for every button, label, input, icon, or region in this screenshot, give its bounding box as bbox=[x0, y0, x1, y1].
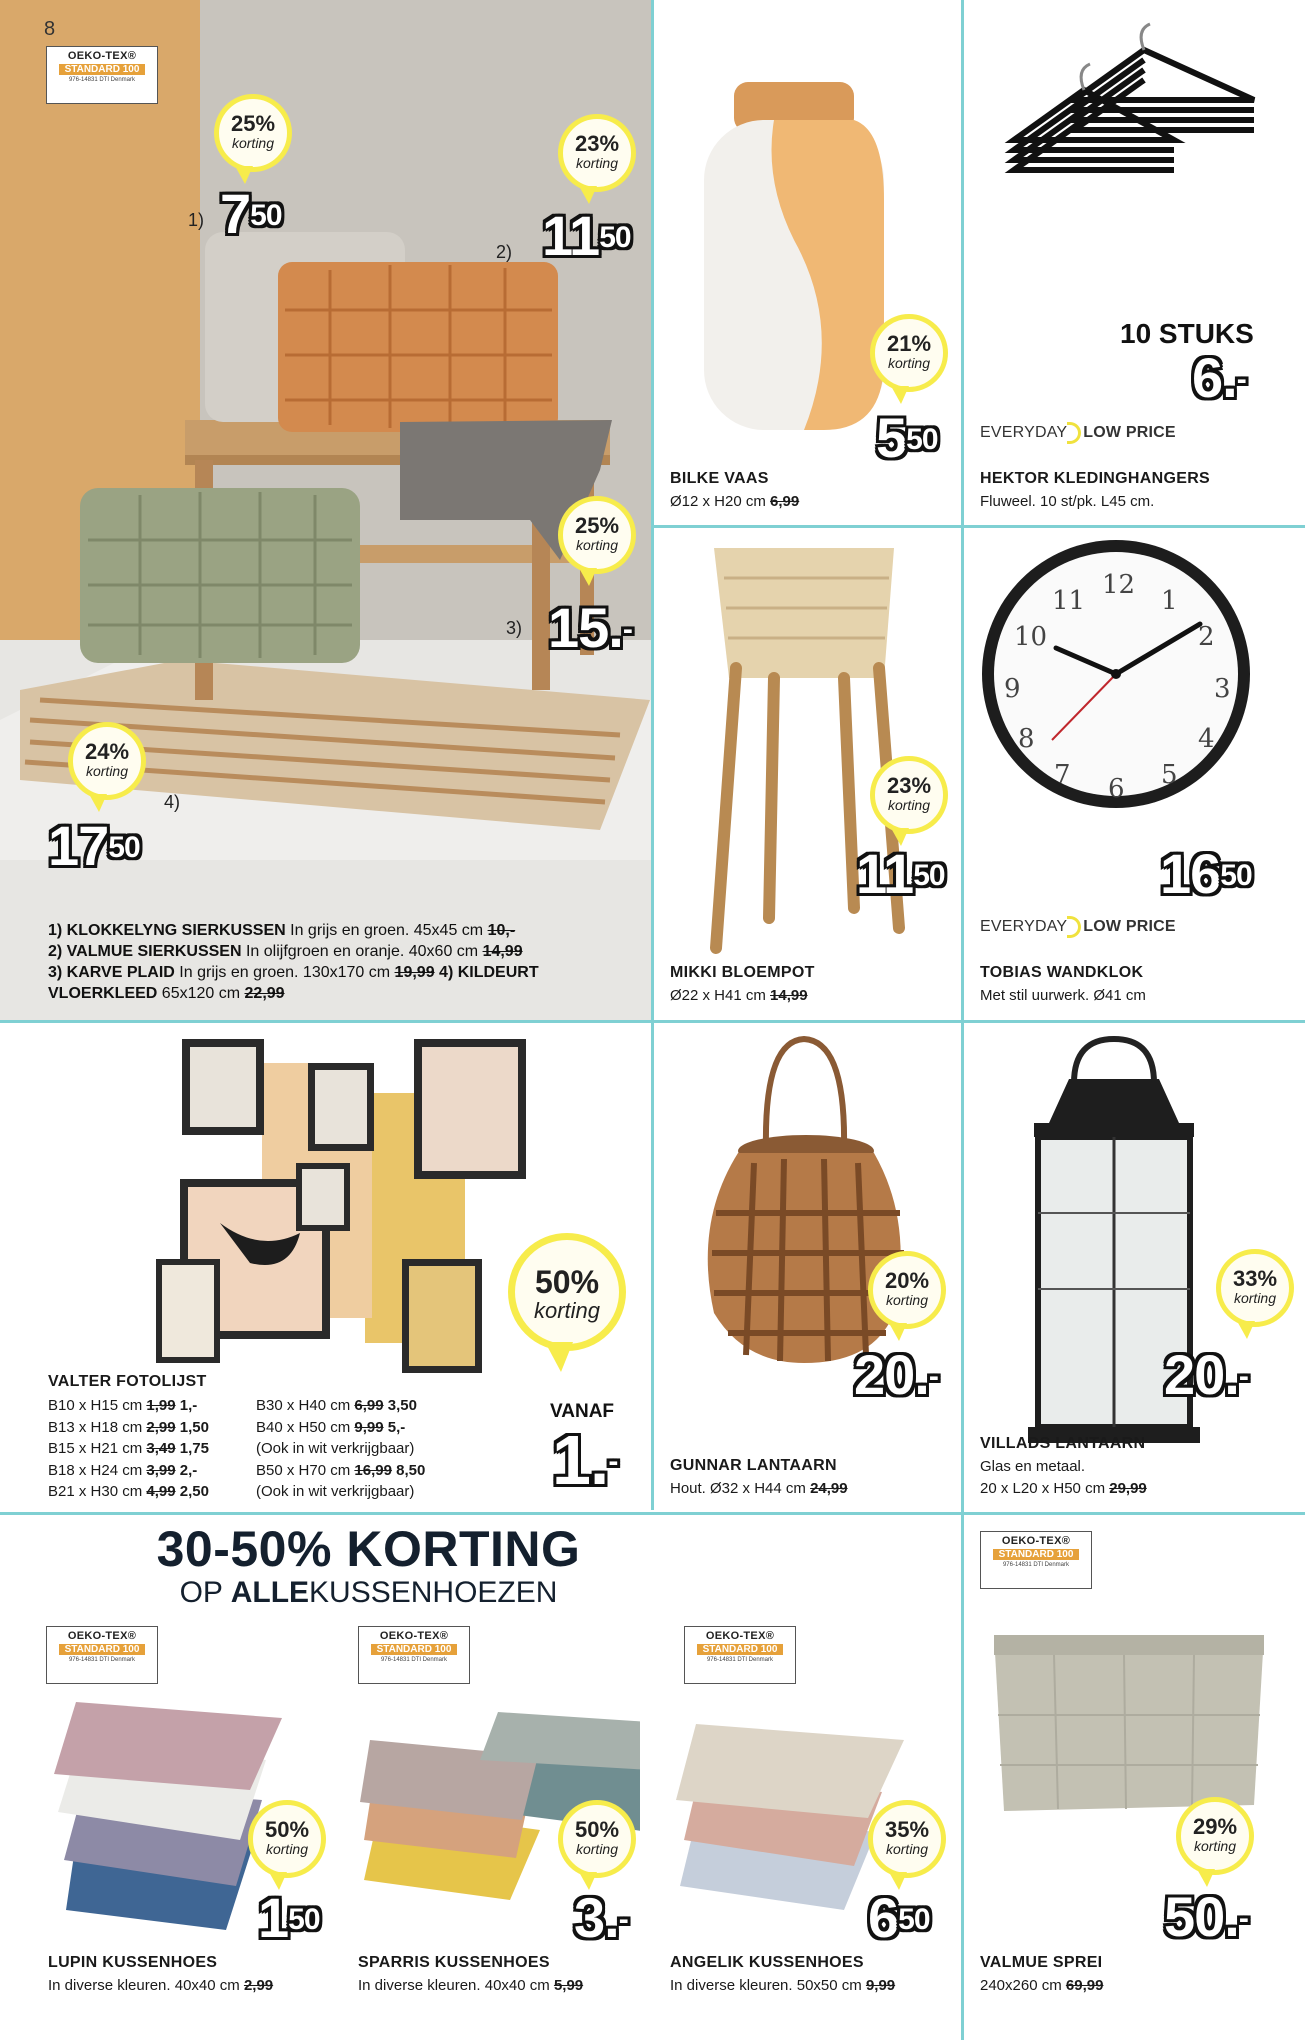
product-valter-fotolijst[interactable] bbox=[0, 1023, 651, 1512]
price bbox=[1192, 346, 1246, 409]
discount-percent: 21% bbox=[886, 331, 932, 356]
discount-percent: 50% bbox=[534, 1264, 600, 1300]
size: B50 x H70 cm bbox=[256, 1461, 351, 1479]
old-price: 9,99 bbox=[354, 1418, 384, 1436]
product-desc: Glas en metaal. bbox=[980, 1458, 1086, 1475]
price-cents: - bbox=[608, 1445, 618, 1478]
product-title: LUPIN KUSSENHOES bbox=[48, 1954, 218, 1971]
product-desc: Fluweel. 10 st/pk. L45 cm. bbox=[980, 493, 1155, 510]
caption-desc: In grijs en groen. 45x45 cm bbox=[290, 922, 484, 939]
clock-numeral: 9 bbox=[1004, 674, 1021, 704]
discount-label: korting bbox=[231, 135, 275, 151]
badge-tail bbox=[89, 794, 107, 812]
item-marker: 4) bbox=[164, 792, 181, 812]
old-price: 2,99 bbox=[146, 1418, 176, 1436]
price-cents: - bbox=[618, 1903, 628, 1936]
product-lupin-kussenhoes[interactable] bbox=[0, 1620, 330, 2040]
size: B30 x H40 cm bbox=[256, 1397, 351, 1414]
product-hektor-kledinghangers[interactable] bbox=[964, 0, 1305, 525]
price-main: 5 bbox=[876, 406, 907, 469]
oekotex-standard: STANDARD 100 bbox=[993, 1549, 1079, 1560]
discount-label: korting bbox=[885, 1292, 929, 1308]
new-price: 8,50 bbox=[396, 1461, 426, 1479]
everyday-text: EVERYDAY bbox=[980, 424, 1068, 442]
badge-tail bbox=[579, 186, 597, 204]
discount-label: korting bbox=[887, 355, 931, 371]
product-title: ANGELIK KUSSENHOES bbox=[670, 1954, 864, 1971]
size-row bbox=[256, 1417, 425, 1439]
old-price: 6,99 bbox=[770, 493, 800, 510]
discount-percent: 25% bbox=[574, 513, 620, 538]
discount-percent: 25% bbox=[230, 111, 276, 136]
size-list-right bbox=[256, 1395, 425, 1503]
discount-label: korting bbox=[1233, 1290, 1277, 1306]
price-cents: - bbox=[1238, 1360, 1248, 1393]
ring-icon bbox=[1067, 916, 1081, 938]
product-size: Ø22 x H41 cm bbox=[670, 987, 766, 1004]
everyday-text: EVERYDAY bbox=[980, 918, 1068, 936]
hero-section bbox=[0, 0, 651, 1020]
price bbox=[1160, 842, 1252, 905]
size-row bbox=[48, 1417, 209, 1439]
product-title: SPARRIS KUSSENHOES bbox=[358, 1954, 550, 1971]
clock-numeral: 1 bbox=[1161, 586, 1178, 616]
caption-name: 4) KILDEURT VLOERKLEED bbox=[48, 964, 539, 1002]
product-size: In diverse kleuren. 50x50 cm bbox=[670, 1977, 862, 1994]
oekotex-code: 976-14831 DTI Denmark bbox=[68, 1657, 136, 1663]
oekotex-standard: STANDARD 100 bbox=[59, 64, 145, 75]
price-cents: 50 bbox=[913, 859, 945, 892]
price-cents: 50 bbox=[599, 221, 631, 254]
size: B10 x H15 cm bbox=[48, 1397, 143, 1414]
oekotex-title: OEKO-TEX® bbox=[1001, 1535, 1071, 1547]
discount-label: korting bbox=[575, 155, 619, 171]
product-desc: Met stil uurwerk. Ø41 cm bbox=[980, 987, 1146, 1004]
price bbox=[876, 406, 938, 469]
size: B13 x H18 cm bbox=[48, 1418, 143, 1436]
product-size: In diverse kleuren. 40x40 cm bbox=[48, 1977, 240, 1994]
price-main: 50. bbox=[1164, 1885, 1239, 1948]
discount-percent: 35% bbox=[884, 1817, 930, 1842]
price bbox=[1164, 1885, 1248, 1948]
new-price: 2,- bbox=[179, 1461, 198, 1479]
oekotex-title: OEKO-TEX® bbox=[67, 1630, 137, 1642]
caption-desc: In olijfgroen en oranje. 40x60 cm bbox=[245, 943, 479, 960]
discount-label: korting bbox=[885, 1841, 929, 1857]
clock-numeral: 3 bbox=[1214, 674, 1231, 704]
price-main: 11 bbox=[542, 204, 600, 267]
price-cents: 50 bbox=[906, 423, 938, 456]
price-cents: - bbox=[928, 1360, 938, 1393]
new-price: 3,50 bbox=[387, 1397, 417, 1414]
price-cents: 50 bbox=[898, 1903, 930, 1936]
price-main: 17 bbox=[48, 814, 109, 877]
price bbox=[574, 1886, 628, 1949]
discount-badge bbox=[508, 1233, 626, 1351]
discount-label: korting bbox=[575, 537, 619, 553]
discount-badge bbox=[558, 1800, 636, 1878]
oekotex-code: 976-14831 DTI Denmark bbox=[68, 77, 136, 83]
oekotex-title: OEKO-TEX® bbox=[379, 1630, 449, 1642]
clock-numeral: 12 bbox=[1102, 570, 1136, 600]
price-cents: 50 bbox=[250, 199, 282, 232]
product-villads-lantaarn[interactable] bbox=[964, 1023, 1305, 1512]
discount-percent: 33% bbox=[1232, 1266, 1278, 1291]
size-row bbox=[48, 1438, 209, 1460]
size-row bbox=[256, 1481, 425, 1503]
new-price: 5,- bbox=[387, 1418, 406, 1436]
price-main: 6 bbox=[868, 1886, 899, 1949]
banner-sub-3: KUSSENHOEZEN bbox=[309, 1576, 558, 1609]
old-price: 22,99 bbox=[244, 985, 285, 1002]
old-price: 29,99 bbox=[1109, 1480, 1147, 1497]
product-title: VILLADS LANTAARN bbox=[980, 1435, 1146, 1452]
old-price: 14,99 bbox=[482, 943, 523, 960]
price-main: 15. bbox=[548, 596, 623, 659]
size-row bbox=[48, 1460, 209, 1482]
old-price: 6,99 bbox=[354, 1397, 384, 1414]
discount-badge bbox=[558, 114, 636, 192]
product-title: TOBIAS WANDKLOK bbox=[980, 964, 1144, 981]
ring-icon bbox=[1067, 422, 1081, 444]
old-price: 1,99 bbox=[146, 1397, 176, 1414]
caption-name: 3) KARVE PLAID bbox=[48, 964, 175, 981]
discount-percent: 20% bbox=[884, 1268, 930, 1293]
price bbox=[258, 1886, 320, 1949]
clock-numeral: 2 bbox=[1198, 622, 1215, 652]
product-title: GUNNAR LANTAARN bbox=[670, 1457, 837, 1474]
discount-badge bbox=[868, 1800, 946, 1878]
discount-percent: 23% bbox=[886, 773, 932, 798]
everyday-low-price-logo bbox=[980, 422, 1176, 444]
new-price: 2,50 bbox=[179, 1483, 209, 1500]
oekotex-label bbox=[980, 1531, 1092, 1589]
size: B40 x H50 cm bbox=[256, 1418, 351, 1436]
product-tobias-wandklok[interactable] bbox=[964, 528, 1305, 1020]
size-row bbox=[48, 1395, 209, 1417]
price-cents: - bbox=[1236, 363, 1246, 396]
discount-badge bbox=[1216, 1249, 1294, 1327]
price bbox=[856, 842, 945, 905]
oekotex-label bbox=[684, 1626, 796, 1684]
old-price: 24,99 bbox=[810, 1480, 848, 1497]
product-size: Hout. Ø32 x H44 cm bbox=[670, 1480, 806, 1497]
price bbox=[854, 1343, 938, 1406]
product-title: MIKKI BLOEMPOT bbox=[670, 964, 815, 981]
oekotex-title: OEKO-TEX® bbox=[67, 50, 137, 62]
banner-headline: 30-50% KORTING bbox=[156, 1521, 581, 1577]
size-list-left bbox=[48, 1395, 209, 1503]
size: (Ook in wit verkrijgbaar) bbox=[256, 1483, 415, 1500]
product-desc bbox=[670, 1976, 895, 1996]
price-main: 7 bbox=[220, 182, 251, 245]
product-desc bbox=[48, 1976, 273, 1996]
banner-subline bbox=[0, 1576, 961, 1610]
discount-label: korting bbox=[533, 1298, 601, 1323]
new-price: 1,50 bbox=[179, 1418, 209, 1436]
vanaf-label: VANAF bbox=[550, 1401, 615, 1422]
product-sparris-kussenhoes[interactable] bbox=[330, 1620, 640, 2040]
size: (Ook in wit verkrijgbaar) bbox=[256, 1440, 415, 1457]
oekotex-title: OEKO-TEX® bbox=[705, 1630, 775, 1642]
clock-numeral: 7 bbox=[1054, 760, 1071, 790]
product-desc bbox=[670, 492, 799, 512]
oekotex-code: 976-14831 DTI Denmark bbox=[1002, 1562, 1070, 1568]
price-main: 20. bbox=[854, 1343, 929, 1406]
oekotex-standard: STANDARD 100 bbox=[371, 1644, 457, 1655]
lowprice-text: LOW PRICE bbox=[1083, 918, 1176, 936]
new-price: 1,75 bbox=[179, 1440, 209, 1457]
price-main: 16 bbox=[1160, 842, 1221, 905]
badge-tail bbox=[579, 568, 597, 586]
product-valmue-sprei[interactable] bbox=[964, 1515, 1305, 2040]
everyday-low-price-logo bbox=[980, 916, 1176, 938]
new-price: 1,- bbox=[179, 1397, 198, 1414]
discount-percent: 50% bbox=[574, 1817, 620, 1842]
old-price: 5,99 bbox=[553, 1977, 584, 1994]
product-size: In diverse kleuren. 40x40 cm bbox=[358, 1977, 550, 1994]
oekotex-code: 976-14831 DTI Denmark bbox=[380, 1657, 448, 1663]
price-cents: 50 bbox=[288, 1903, 320, 1936]
discount-badge bbox=[868, 1251, 946, 1329]
product-size: Ø12 x H20 cm bbox=[670, 493, 766, 510]
promo-banner bbox=[0, 1522, 961, 1610]
price bbox=[48, 814, 140, 877]
discount-badge bbox=[68, 722, 146, 800]
size-row bbox=[256, 1460, 425, 1482]
price-main: 20. bbox=[1164, 1343, 1239, 1406]
oekotex-label bbox=[46, 46, 158, 104]
discount-label: korting bbox=[85, 763, 129, 779]
discount-percent: 24% bbox=[84, 739, 130, 764]
price-main: 1. bbox=[552, 1421, 609, 1499]
size-row bbox=[256, 1438, 425, 1460]
price bbox=[548, 596, 632, 659]
item-marker: 2) bbox=[496, 242, 513, 262]
clock-numeral: 10 bbox=[1014, 622, 1048, 652]
page-number: 8 bbox=[44, 18, 56, 40]
price bbox=[220, 182, 282, 245]
discount-badge bbox=[870, 756, 948, 834]
product-desc bbox=[670, 1479, 848, 1499]
price-main: 1 bbox=[258, 1886, 289, 1949]
product-size: 20 x L20 x H50 cm bbox=[980, 1480, 1106, 1497]
discount-badge bbox=[558, 496, 636, 574]
caption-name: 2) VALMUE SIERKUSSEN bbox=[48, 943, 242, 960]
oekotex-standard: STANDARD 100 bbox=[59, 1644, 145, 1655]
old-price: 2,99 bbox=[243, 1977, 274, 1994]
discount-badge bbox=[1176, 1797, 1254, 1875]
old-price: 9,99 bbox=[865, 1977, 896, 1994]
product-bilke-vaas[interactable] bbox=[654, 0, 961, 525]
old-price: 4,99 bbox=[146, 1483, 176, 1500]
lowprice-text: LOW PRICE bbox=[1083, 424, 1176, 442]
discount-label: korting bbox=[887, 797, 931, 813]
discount-badge bbox=[214, 94, 292, 172]
price bbox=[868, 1886, 930, 1949]
badge-tail bbox=[891, 386, 909, 404]
product-title: VALMUE SPREI bbox=[980, 1954, 1103, 1971]
discount-badge bbox=[248, 1800, 326, 1878]
caption-name: 1) KLOKKELYNG SIERKUSSEN bbox=[48, 922, 286, 939]
price bbox=[1164, 1343, 1248, 1406]
discount-label: korting bbox=[575, 1841, 619, 1857]
price-main: 6. bbox=[1192, 346, 1237, 409]
size: B15 x H21 cm bbox=[48, 1440, 143, 1457]
clock-numerals bbox=[964, 528, 1305, 828]
quantity-label: 10 STUKS bbox=[1120, 318, 1254, 349]
badge-tail bbox=[545, 1342, 573, 1372]
price-cents: - bbox=[1238, 1902, 1248, 1935]
clock-numeral: 5 bbox=[1161, 760, 1178, 790]
old-price: 16,99 bbox=[354, 1461, 392, 1479]
oekotex-label bbox=[46, 1626, 158, 1684]
size-row bbox=[48, 1481, 209, 1503]
badge-tail bbox=[889, 1323, 907, 1341]
price bbox=[552, 1421, 618, 1499]
product-desc bbox=[670, 986, 808, 1006]
product-title: HEKTOR KLEDINGHANGERS bbox=[980, 470, 1211, 487]
product-desc bbox=[980, 1479, 1147, 1499]
caption-desc: 65x120 cm bbox=[161, 985, 241, 1002]
price-cents: 50 bbox=[108, 831, 140, 864]
clock-numeral: 6 bbox=[1108, 774, 1125, 804]
price-cents: - bbox=[622, 613, 632, 646]
product-size: 240x260 cm bbox=[980, 1977, 1062, 1994]
oekotex-code: 976-14831 DTI Denmark bbox=[706, 1657, 774, 1663]
price bbox=[542, 204, 631, 267]
clock-numeral: 11 bbox=[1052, 586, 1086, 616]
banner-sub-2: ALLE bbox=[230, 1576, 310, 1609]
old-price: 3,99 bbox=[146, 1461, 176, 1479]
old-price: 3,49 bbox=[146, 1440, 176, 1457]
clock-numeral: 8 bbox=[1018, 724, 1035, 754]
oekotex-label bbox=[358, 1626, 470, 1684]
discount-badge bbox=[870, 314, 948, 392]
hangers-image bbox=[964, 0, 1305, 525]
product-angelik-kussenhoes[interactable] bbox=[654, 1620, 961, 2040]
item-marker: 1) bbox=[188, 210, 205, 230]
caption-desc: In grijs en groen. 130x170 cm bbox=[179, 964, 391, 981]
product-desc bbox=[980, 1976, 1103, 1996]
size-row bbox=[256, 1395, 425, 1417]
size: B18 x H24 cm bbox=[48, 1461, 143, 1479]
old-price: 10,- bbox=[487, 922, 516, 939]
product-gunnar-lantaarn[interactable] bbox=[654, 1023, 961, 1512]
price-main: 11 bbox=[856, 842, 914, 905]
product-desc bbox=[358, 1976, 583, 1996]
product-mikki-bloempot[interactable] bbox=[654, 528, 961, 1020]
discount-percent: 23% bbox=[574, 131, 620, 156]
old-price: 14,99 bbox=[770, 987, 808, 1004]
price-cents: 50 bbox=[1220, 859, 1252, 892]
price-main: 3. bbox=[574, 1886, 619, 1949]
discount-label: korting bbox=[265, 1841, 309, 1857]
clock-numeral: 4 bbox=[1198, 724, 1215, 754]
hero-caption bbox=[48, 920, 628, 1004]
product-title: VALTER FOTOLIJST bbox=[48, 1373, 207, 1390]
old-price: 19,99 bbox=[394, 964, 435, 981]
product-title: BILKE VAAS bbox=[670, 470, 769, 487]
discount-percent: 50% bbox=[264, 1817, 310, 1842]
banner-sub-1: OP bbox=[179, 1576, 223, 1609]
oekotex-standard: STANDARD 100 bbox=[697, 1644, 783, 1655]
size: B21 x H30 cm bbox=[48, 1483, 143, 1500]
discount-percent: 29% bbox=[1192, 1814, 1238, 1839]
old-price: 69,99 bbox=[1065, 1977, 1104, 1994]
badge-tail bbox=[1237, 1321, 1255, 1339]
item-marker: 3) bbox=[506, 618, 523, 638]
discount-label: korting bbox=[1193, 1838, 1237, 1854]
